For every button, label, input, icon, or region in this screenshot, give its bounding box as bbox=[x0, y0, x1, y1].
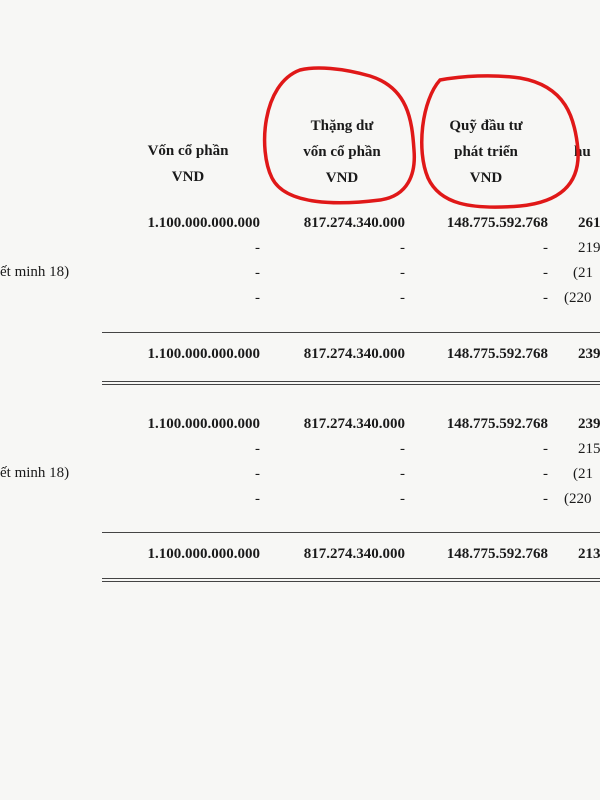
cell-c1: - bbox=[255, 466, 260, 482]
total-c1: 1.100.000.000.000 bbox=[147, 546, 260, 562]
cell-c2: - bbox=[400, 466, 405, 482]
cell-c1: - bbox=[255, 290, 260, 306]
cell-c4: 215 bbox=[578, 441, 600, 457]
cell-c3: - bbox=[543, 491, 548, 507]
cell-c4: 261 bbox=[578, 215, 600, 231]
header-unit: VND bbox=[325, 170, 359, 186]
cell-c4: (21 bbox=[573, 265, 593, 281]
cell-c4: (220 bbox=[564, 290, 592, 306]
cell-c2: - bbox=[400, 441, 405, 457]
header-text: phát triển bbox=[454, 144, 518, 160]
header-partial: hu bbox=[574, 144, 591, 160]
cell-c1: - bbox=[255, 265, 260, 281]
header-unit: VND bbox=[469, 170, 503, 186]
total-c1: 1.100.000.000.000 bbox=[147, 346, 260, 362]
red-circle-annotation bbox=[265, 68, 415, 203]
cell-c4: 239 bbox=[578, 416, 600, 432]
total-c2: 817.274.340.000 bbox=[303, 346, 405, 362]
cell-c3: 148.775.592.768 bbox=[446, 416, 548, 432]
cell-c2: - bbox=[400, 265, 405, 281]
header-unit: VND bbox=[171, 169, 205, 185]
cell-c3: - bbox=[543, 290, 548, 306]
cell-c2: - bbox=[400, 290, 405, 306]
header-text: Thặng dư bbox=[310, 118, 374, 134]
header-text: Quỹ đầu tư bbox=[449, 118, 523, 134]
cell-c2: 817.274.340.000 bbox=[303, 215, 405, 231]
total-c3: 148.775.592.768 bbox=[446, 346, 548, 362]
cell-c4: (220 bbox=[564, 491, 592, 507]
cell-c1: - bbox=[255, 441, 260, 457]
total-c3: 148.775.592.768 bbox=[446, 546, 548, 562]
cell-c1: 1.100.000.000.000 bbox=[147, 416, 260, 432]
cell-c3: 148.775.592.768 bbox=[446, 215, 548, 231]
cell-c3: - bbox=[543, 466, 548, 482]
cell-c3: - bbox=[543, 240, 548, 256]
note-label: ết minh 18) bbox=[0, 465, 70, 481]
total-c4: 239 bbox=[578, 346, 600, 362]
note-label: ết minh 18) bbox=[0, 264, 70, 280]
cell-c4: (21 bbox=[573, 466, 593, 482]
cell-c3: - bbox=[543, 441, 548, 457]
cell-c2: - bbox=[400, 491, 405, 507]
total-c4: 213 bbox=[578, 546, 600, 562]
cell-c1: - bbox=[255, 491, 260, 507]
red-circle-annotation bbox=[422, 76, 578, 207]
total-c2: 817.274.340.000 bbox=[303, 546, 405, 562]
header-text: vốn cổ phần bbox=[303, 144, 381, 160]
cell-c1: - bbox=[255, 240, 260, 256]
cell-c1: 1.100.000.000.000 bbox=[147, 215, 260, 231]
header-text: Vốn cổ phần bbox=[147, 143, 229, 159]
cell-c2: - bbox=[400, 240, 405, 256]
cell-c2: 817.274.340.000 bbox=[303, 416, 405, 432]
cell-c3: - bbox=[543, 265, 548, 281]
cell-c4: 219 bbox=[578, 240, 600, 256]
